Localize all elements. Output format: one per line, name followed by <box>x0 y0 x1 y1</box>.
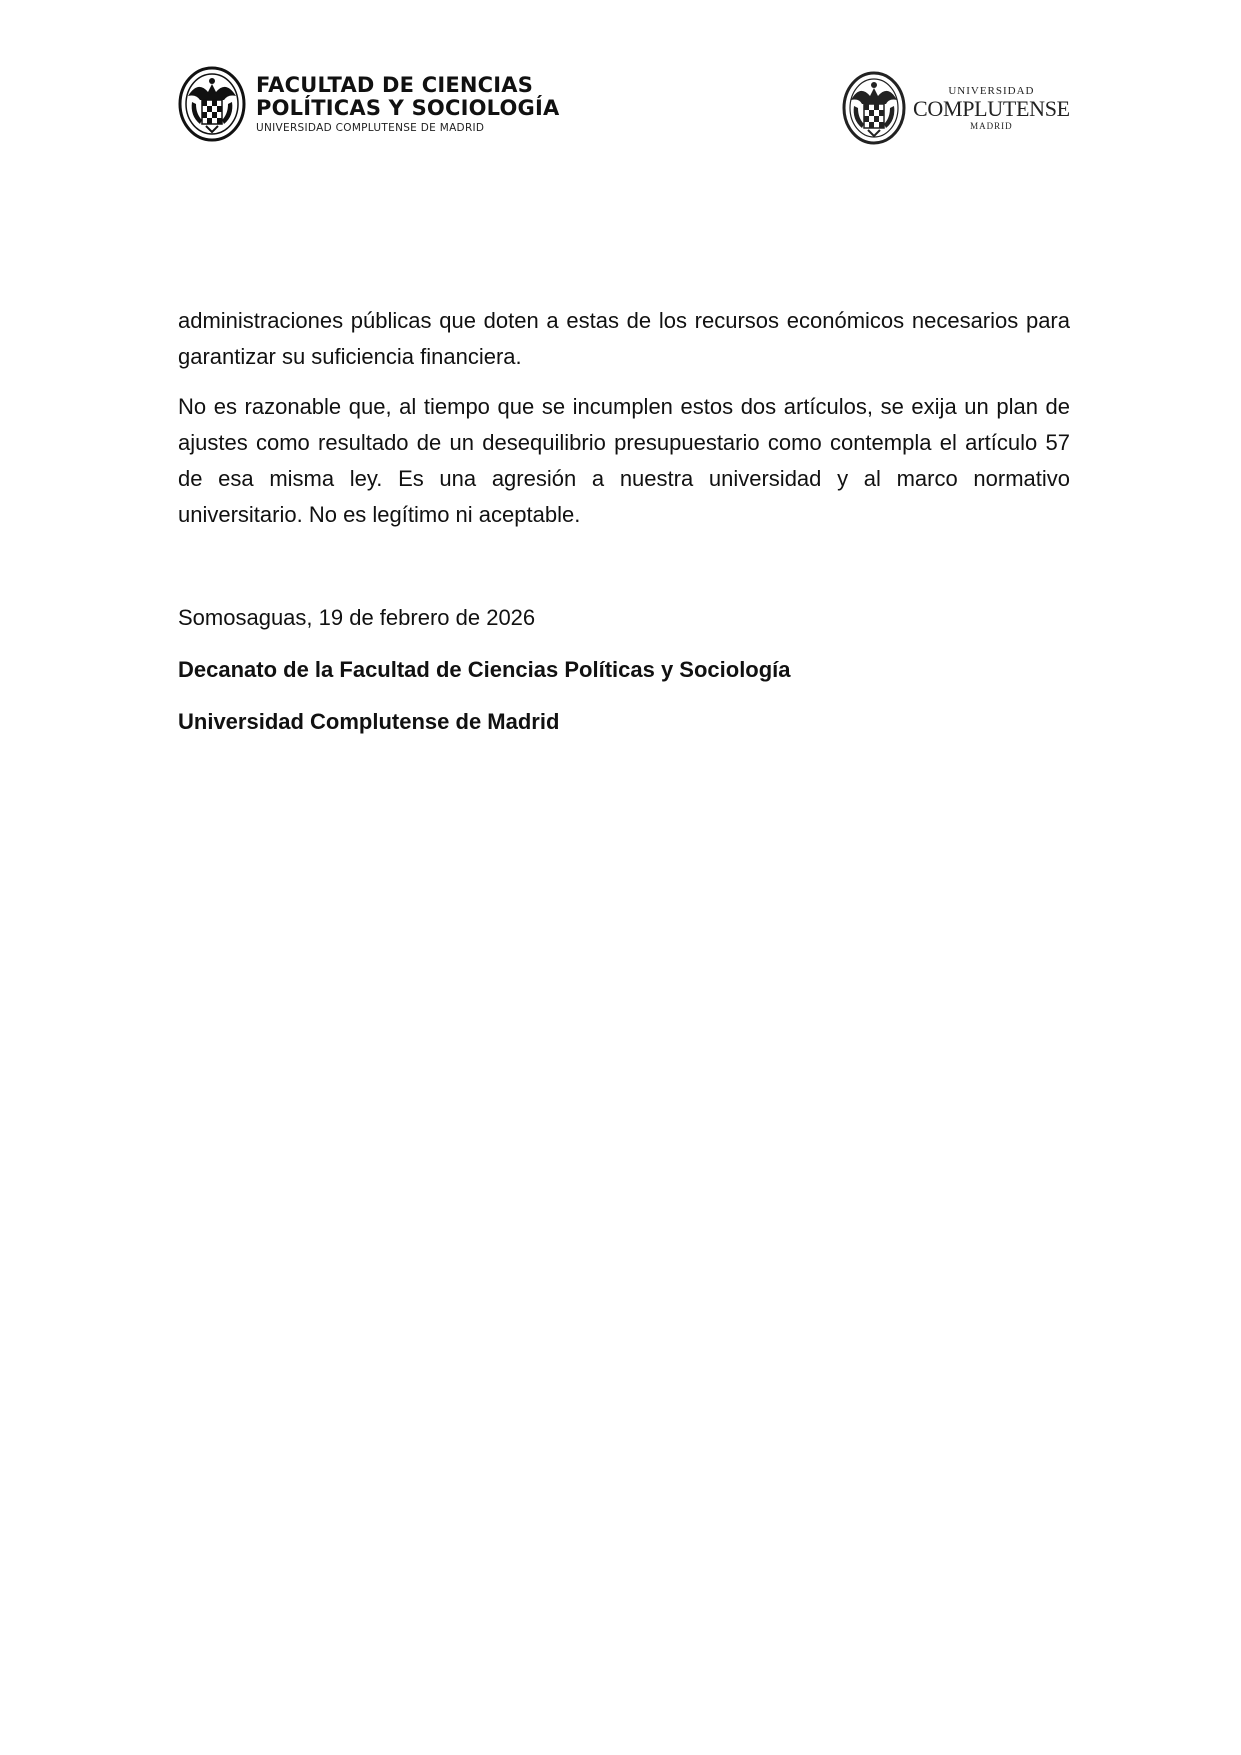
university-crest-icon <box>841 70 907 146</box>
document-body <box>178 303 1070 547</box>
faculty-logo-line1: FACULTAD DE CIENCIAS <box>256 72 534 97</box>
signature-block <box>178 600 791 756</box>
institution-name: Universidad Complutense de Madrid <box>178 709 560 734</box>
university-logo-line2: COMPLUTENSE <box>913 95 1070 121</box>
university-logo-line1: UNIVERSIDAD <box>948 84 1035 97</box>
place-and-date: Somosaguas, 19 de febrero de 2026 <box>178 605 536 630</box>
faculty-logo-line2: POLÍTICAS Y SOCIOLOGÍA <box>256 95 560 120</box>
faculty-crest-icon <box>178 66 246 142</box>
faculty-logo-line3: UNIVERSIDAD COMPLUTENSE DE MADRID <box>256 121 485 134</box>
faculty-logo <box>178 66 559 142</box>
signatory: Decanato de la Facultad de Ciencias Políticas y Sociología <box>178 657 791 682</box>
body-paragraph: administraciones públicas que doten a estas de los recursos económicos necesarios para garantizar su suficiencia financiera. <box>178 308 1070 369</box>
body-paragraph: No es razonable que, al tiempo que se incumplen estos dos artículos, se exija un plan de ajustes como resultado de un desequilibrio presupuestario como contempla el artículo 57 de esa misma ley. Es una agresión a nuestra universidad y al marco normativo universitario. No es legítimo ni aceptable. <box>178 394 1070 527</box>
university-logo <box>841 70 1070 146</box>
university-logo-line3: MADRID <box>970 120 1013 131</box>
